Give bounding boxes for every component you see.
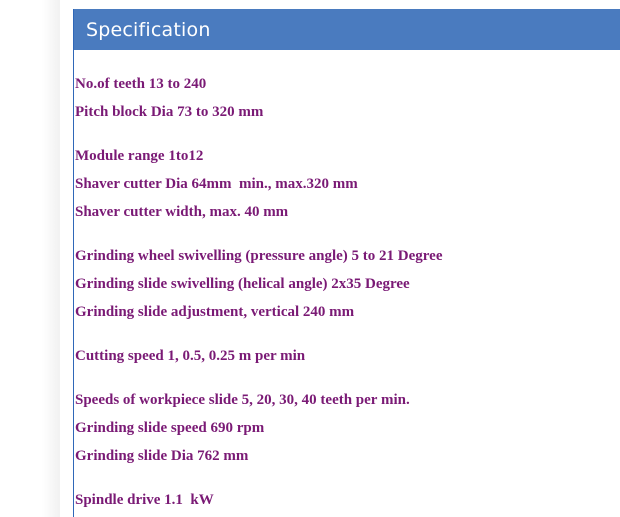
spec-group-grinding: [75, 242, 620, 326]
panel-header: [74, 9, 620, 50]
spec-line: Grinding slide Dia 762 mm: [75, 448, 249, 464]
spec-line: Grinding slide adjustment, vertical 240 mm: [75, 304, 355, 320]
spec-line: Grinding slide speed 690 rpm: [75, 420, 265, 436]
spec-group-spindle: [75, 486, 620, 514]
left-shade: [0, 0, 60, 517]
spec-group-module: [75, 142, 620, 226]
specification-panel: [73, 9, 620, 517]
spec-line: Module range 1to12: [75, 148, 204, 164]
spec-group-teeth: [75, 70, 620, 126]
spec-line: No.of teeth 13 to 240: [75, 76, 207, 92]
spec-group-cutting-speed: [75, 342, 620, 370]
spec-group-speeds: [75, 386, 620, 470]
spec-line: Shaver cutter width, max. 40 mm: [75, 204, 289, 220]
spec-list: [74, 50, 620, 514]
spec-line: Pitch block Dia 73 to 320 mm: [75, 104, 264, 120]
panel-title: Specification: [86, 18, 211, 41]
spec-line: Cutting speed 1, 0.5, 0.25 m per min: [75, 348, 306, 364]
spec-line: Shaver cutter Dia 64mm min., max.320 mm: [75, 176, 358, 192]
spec-line: Speeds of workpiece slide 5, 20, 30, 40 teeth per min.: [75, 392, 410, 408]
spec-line: Spindle drive 1.1 kW: [75, 492, 214, 508]
spec-line: Grinding wheel swivelling (pressure angle) 5 to 21 Degree: [75, 248, 443, 264]
spec-line: Grinding slide swivelling (helical angle) 2x35 Degree: [75, 276, 410, 292]
